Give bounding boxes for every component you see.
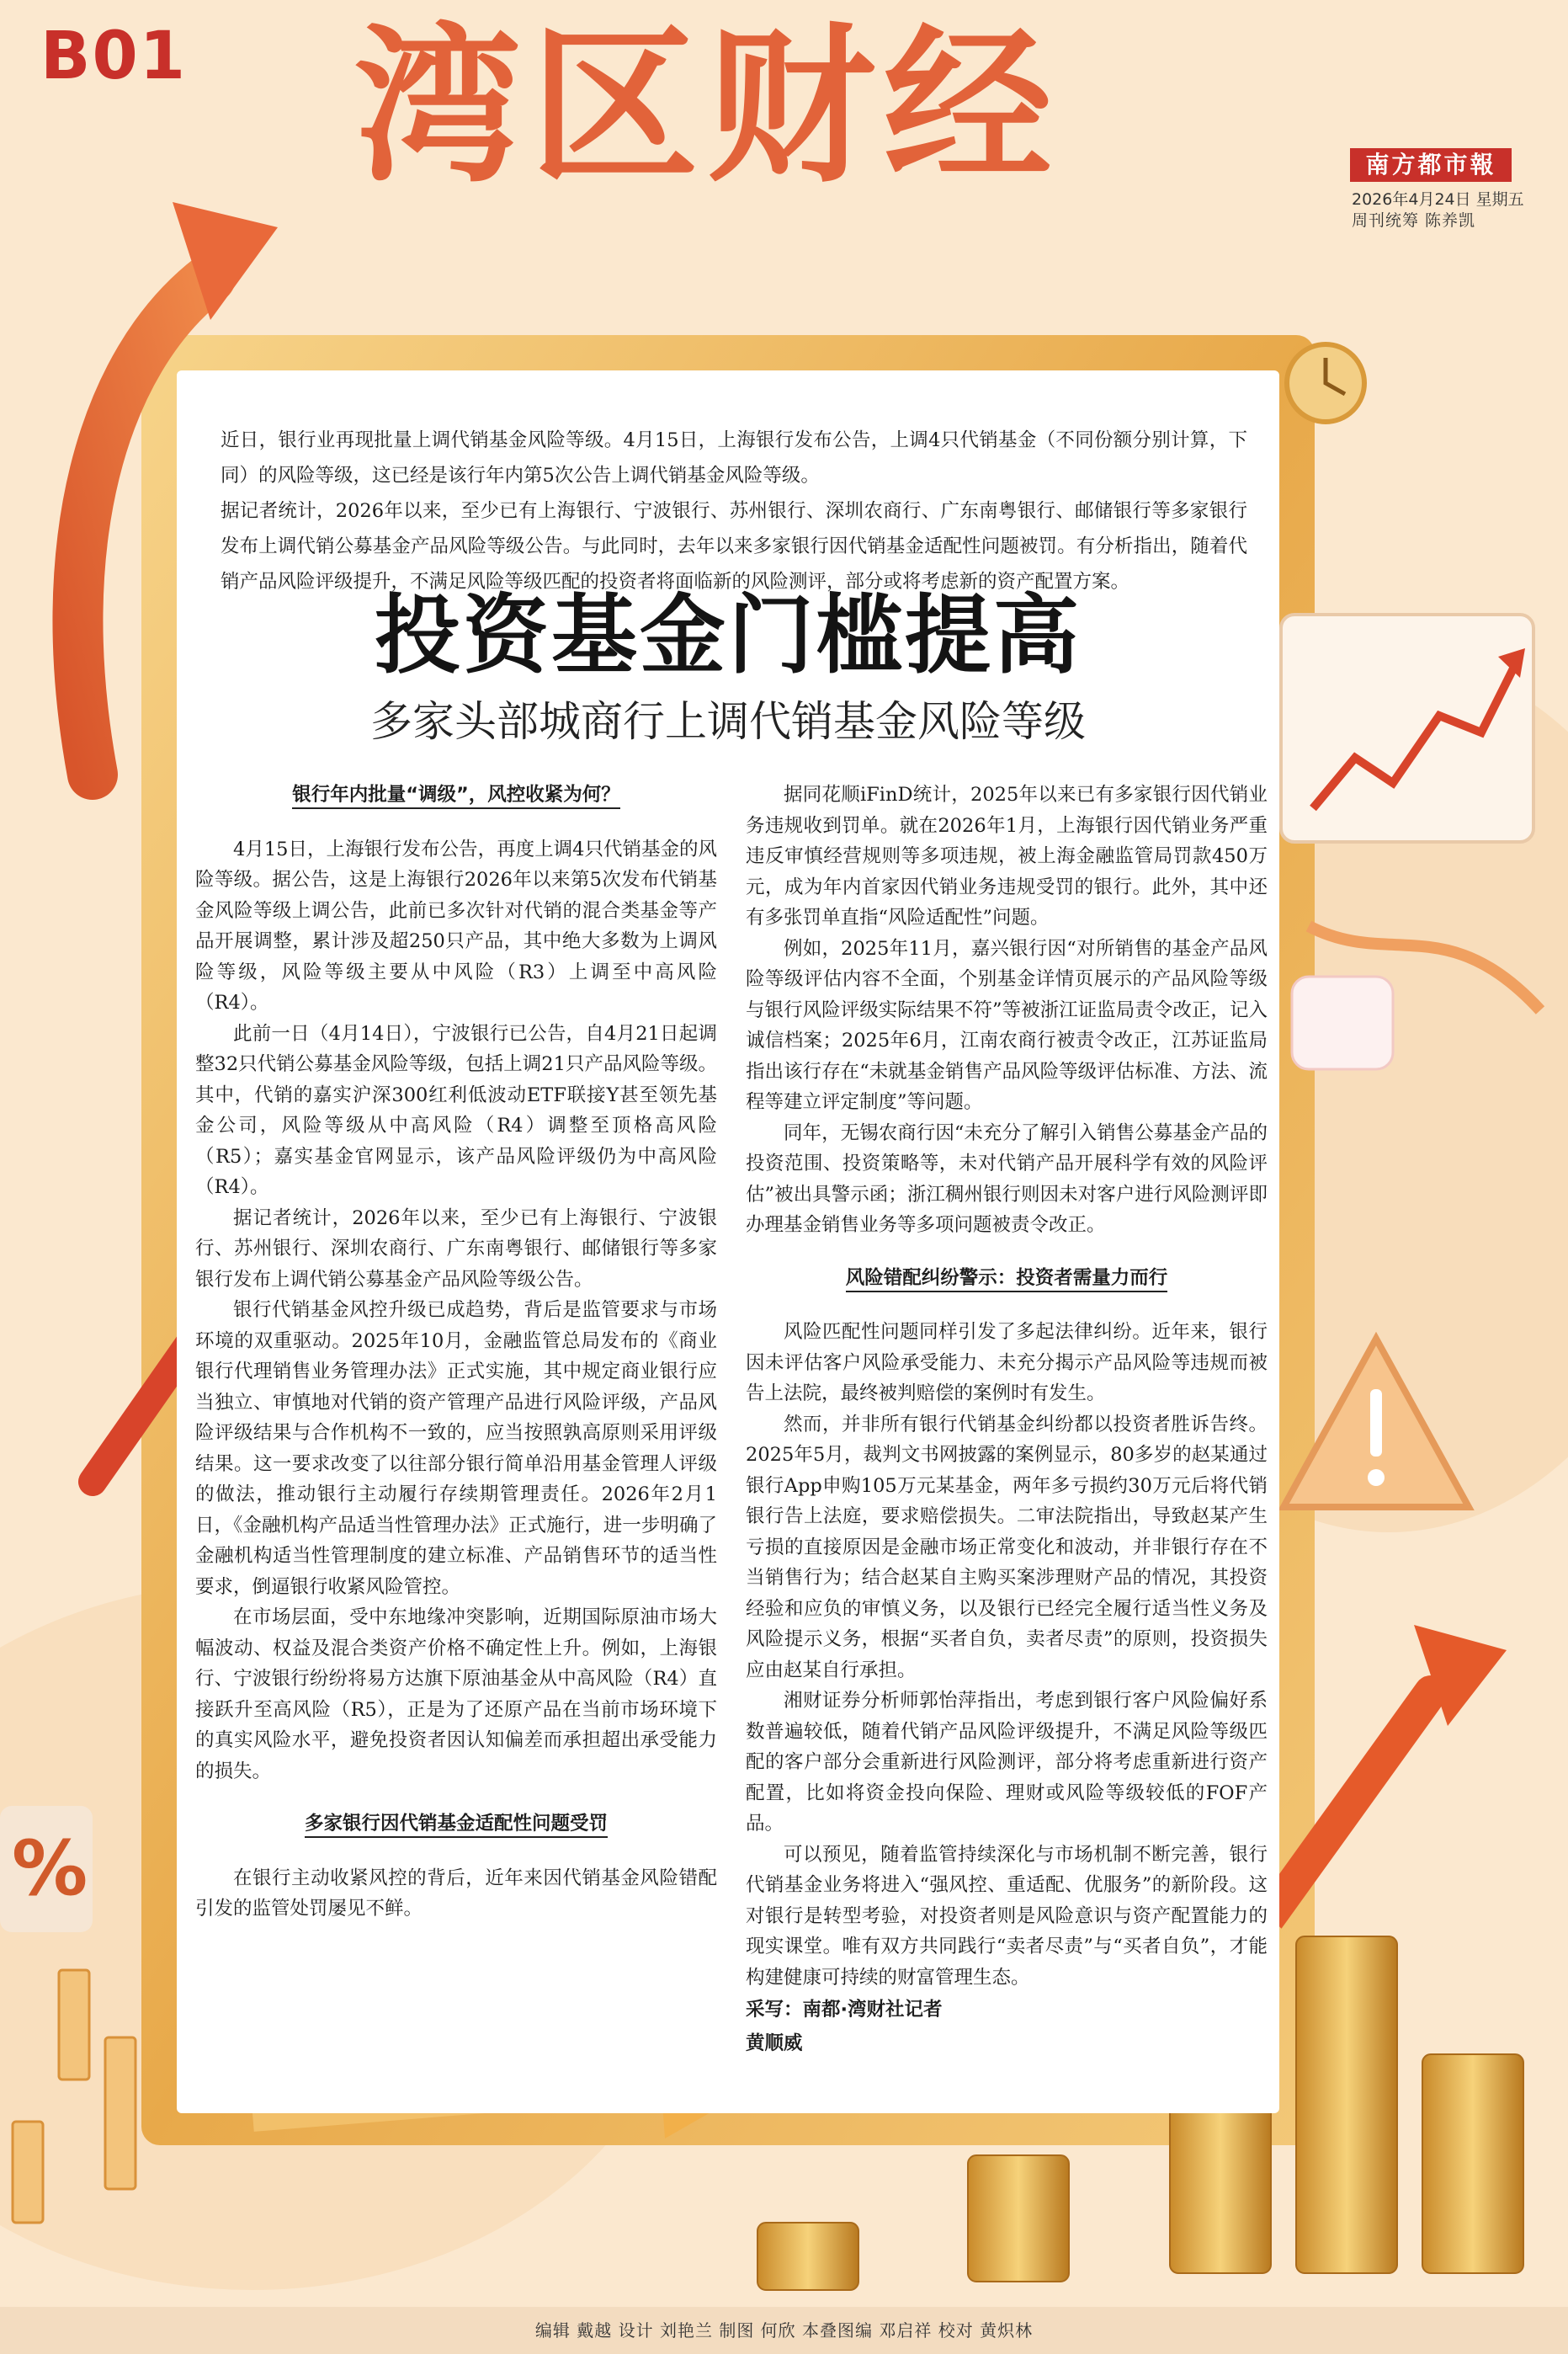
masthead-title: 湾区财经: [353, 9, 1061, 205]
section-heading: 风险错配纠纷警示：投资者需量力而行: [746, 1263, 1268, 1294]
headline: 投资基金门槛提高: [375, 586, 1082, 686]
body-paragraph: 可以预见，随着监管持续深化与市场机制不断完善，银行代销基金业务将进入“强风控、重适配、优服务”的新阶段。这对银行是转型考验，对投资者则是风险意识与资产配置能力的现实课堂。唯有双方共同践行“卖者尽责”与“买者自负”，才能构建健康可持续的财富管理生态。: [746, 1843, 1268, 1989]
article-column-right: [746, 780, 1268, 2060]
lead-paragraph: 据记者统计，2026年以来，至少已有上海银行、宁波银行、苏州银行、深圳农商行、广东南粤银行、邮储银行等多家银行发布上调代销公募基金产品风险等级公告。与此同时，去年以来多家银行因代销基金适配性问题被罚。有分析指出，随着代销产品风险评级提升，不满足风险等级匹配的投资者将面临新的风险测评，部分或将考虑新的资产配置方案。: [221, 500, 1247, 593]
body-paragraph: 此前一日（4月14日），宁波银行已公告，自4月21日起调整32只代销公募基金风险等级，包括上调21只产品风险等级。其中，代销的嘉实沪深300红利低波动ETF联接Y甚至领先基金公司，风险等级从中高风险（R4）调整至顶格高风险（R5）；嘉实基金官网显示，该产品风险评级仍为中高风险（R4）。: [195, 1022, 717, 1198]
body-paragraph: 银行代销基金风控升级已成趋势，背后是监管要求与市场环境的双重驱动。2025年10月，金融监管总局发布的《商业银行代理销售业务管理办法》正式实施，其中规定商业银行应当独立、审慎地对代销的资产管理产品进行风险评级，产品风险评级结果与合作机构不一致的，应当按照孰高原则采用评级结果。这一要求改变了以往部分银行简单沿用基金管理人评级的做法，推动银行主动履行存续期管理责任。2026年2月1日，《金融机构产品适当性管理办法》正式施行，进一步明确了金融机构适当性管理制度的建立标准、产品销售环节的适当性要求，倒逼银行收紧风险管控。: [195, 1299, 717, 1598]
body-paragraph: 在市场层面，受中东地缘冲突影响，近期国际原油市场大幅波动、权益及混合类资产价格不确定性上升。例如，上海银行、宁波银行纷纷将易方达旗下原油基金从中高风险（R4）直接跃升至高风险（R5），正是为了还原产品在当前市场环境下的真实风险水平，避免投资者因认知偏差而承担超出承受能力的损失。: [195, 1606, 717, 1782]
percent-icon: [0, 1806, 93, 1932]
clock-icon: [1287, 344, 1364, 422]
body-paragraph: 例如，2025年11月，嘉兴银行因“对所销售的基金产品风险等级评估内容不全面，个别基金详情页展示的产品风险等级与银行风险评级实际结果不符”等被浙江证监局责令改正，记入诚信档案；2025年6月，江南农商行被责令改正，江苏证监局指出该行存在“未就基金销售产品风险等级评估标准、方法、流程等建立评定制度”等问题。: [746, 937, 1268, 1113]
body-paragraph: 据同花顺iFinD统计，2025年以来已有多家银行因代销业务违规收到罚单。就在2026年1月，上海银行因代销业务严重违反审慎经营规则等多项违规，被上海金融监管局罚款450万元，成为年内首家因代销业务违规受罚的银行。此外，其中还有多张罚单直指“风险适配性”问题。: [746, 784, 1268, 929]
body-paragraph: 4月15日，上海银行发布公告，再度上调4只代销基金的风险等级。据公告，这是上海银行2026年以来第5次发布代销基金风险等级上调公告，此前已多次针对代销的混合类基金等产品开展调整，累计涉及超250只产品，其中绝大多数为上调风险等级，风险等级主要从中风险（R3）上调至中高风险（R4）。: [195, 838, 717, 1014]
footer-credits: 编辑 戴越 设计 刘艳兰 制图 何欣 本叠图编 邓启祥 校对 黄炽林: [534, 2320, 1034, 2341]
body-paragraph: 风险匹配性问题同样引发了多起法律纠纷。近年来，银行因未评估客户风险承受能力、未充分揭示产品风险等违规而被告上法院，最终被判赔偿的案例时有发生。: [746, 1321, 1268, 1404]
subheadline: 多家头部城商行上调代销基金风险等级: [370, 697, 1086, 746]
lead-paragraphs: [221, 423, 1247, 599]
byline: 采写：南都·湾财社记者 黄顺威: [746, 1999, 943, 2054]
page-code: B01: [40, 19, 187, 94]
lead-paragraph: 近日，银行业再现批量上调代销基金风险等级。4月15日，上海银行发布公告，上调4只代销基金（不同份额分别计算，下同）的风险等级，这已经是该行年内第5次公告上调代销基金风险等级。: [221, 429, 1247, 487]
newspaper-logo: 南方都市報: [1350, 148, 1512, 182]
body-paragraph: 然而，并非所有银行代销基金纠纷都以投资者胜诉告终。2025年5月，裁判文书网披露的案例显示，80多岁的赵某通过银行App申购105万元某基金，两年多亏损约30万元后将代销银行告上法庭，要求赔偿损失。二审法院指出，导致赵某产生亏损的直接原因是金融市场正常变化和波动，并非银行存在不当销售行为；结合赵某自主购买案涉理财产品的情况，其投资经验和应负的审慎义务，以及银行已经完全履行适当性义务及风险提示义务，根据“买者自负，卖者尽责”的原则，投资损失应由赵某自行承担。: [746, 1413, 1268, 1681]
issue-date: 2026年4月24日 星期五: [1352, 190, 1524, 209]
article-column-left: [195, 780, 717, 1925]
section-heading: 多家银行因代销基金适配性问题受罚: [195, 1808, 717, 1840]
body-paragraph: 在银行主动收紧风控的背后，近年来因代销基金风险错配引发的监管处罚屡见不鲜。: [195, 1867, 717, 1920]
svg-text:%: %: [12, 1824, 88, 1913]
body-paragraph: 湘财证券分析师郭怡萍指出，考虑到银行客户风险偏好系数普遍较低，随着代销产品风险评级提升，不满足风险等级匹配的客户部分会重新进行风险测评，部分将考虑重新进行资产配置，比如将资金投向保险、理财或风险等级较低的FOF产品。: [746, 1690, 1268, 1835]
body-paragraph: 据记者统计，2026年以来，至少已有上海银行、宁波银行、苏州银行、深圳农商行、广东南粤银行、邮储银行等多家银行发布上调代销公募基金产品风险等级公告。: [195, 1206, 717, 1291]
body-paragraph: 同年，无锡农商行因“未充分了解引入销售公募基金产品的投资范围、投资策略等，未对代销产品开展科学有效的风险评估”被出具警示函；浙江稠州银行则因未对客户进行风险测评即办理基金销售业务等多项问题被责令改正。: [746, 1121, 1268, 1236]
section-heading: 银行年内批量“调级”，风控收紧为何？: [195, 780, 717, 811]
editors-credit: 周刊统筹 陈养凯: [1352, 211, 1476, 230]
